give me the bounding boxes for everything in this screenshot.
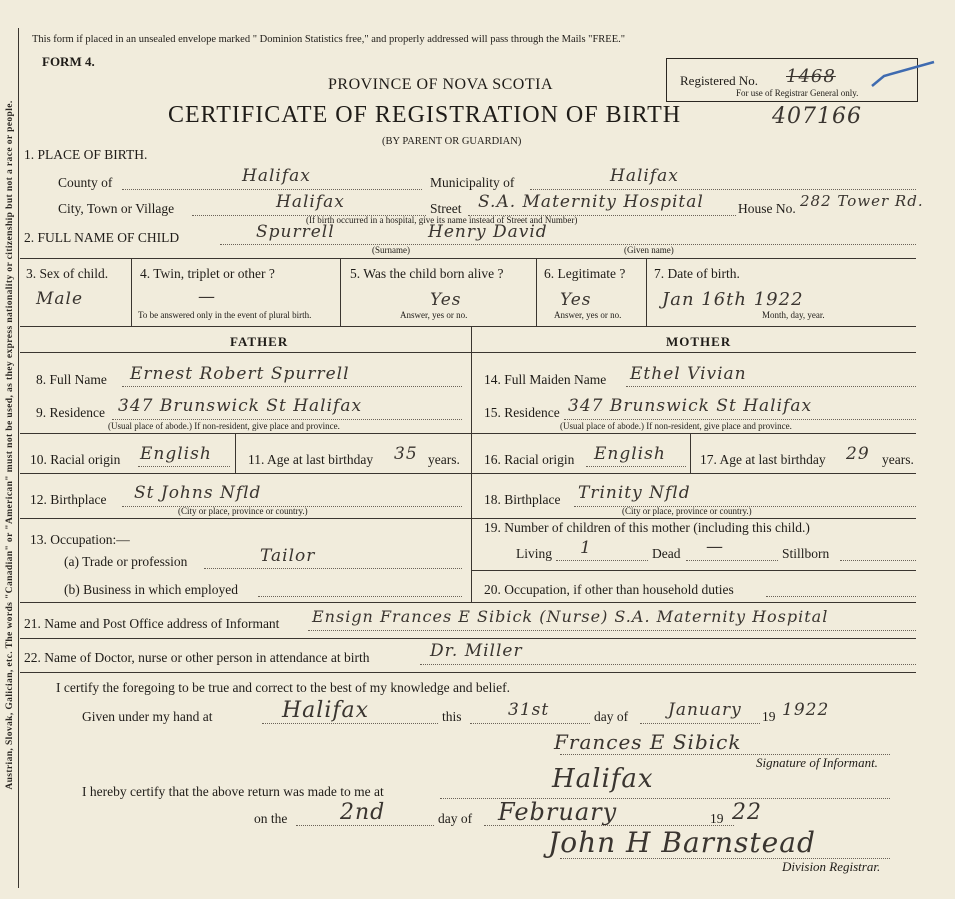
father-birthplace-note: (City or place, province or country.) (178, 506, 308, 516)
given-month: January (668, 700, 742, 720)
informant-value: Ensign Frances E Sibick (Nurse) S.A. Maternity Hospital (312, 607, 829, 626)
given-day-of: day of (594, 709, 629, 724)
father-occupation-label: 13. Occupation:— (30, 532, 130, 547)
mother-residence: 347 Brunswick St Halifax (568, 396, 813, 416)
mother-name-label: 14. Full Maiden Name (484, 372, 607, 387)
county-value: Halifax (242, 166, 311, 186)
mother-residence-note: (Usual place of abode.) If non-resident, give place and province. (560, 421, 792, 431)
given-place: Halifax (282, 698, 370, 723)
father-residence: 347 Brunswick St Halifax (118, 396, 363, 416)
legit-note: Answer, yes or no. (554, 310, 622, 320)
page-subtitle: (BY PARENT OR GUARDIAN) (382, 136, 522, 147)
registrar-note: For use of Registrar General only. (736, 88, 859, 98)
this-label: this (442, 709, 462, 724)
hospital-note: (If birth occurred in a hospital, give its name instead of Street and Number) (306, 215, 578, 225)
mother-racial-label: 16. Racial origin (484, 452, 575, 467)
return-month: February (498, 798, 618, 826)
child-surname: Spurrell (256, 222, 335, 242)
certificate-number: 407166 (772, 104, 862, 129)
doctor-value: Dr. Miller (430, 641, 523, 661)
dob-label: 7. Date of birth. (654, 266, 740, 281)
city-label: City, Town or Village (58, 201, 175, 216)
alive-value: Yes (430, 290, 462, 310)
sex-value: Male (36, 289, 84, 309)
mother-occupation-label: 20. Occupation, if other than household duties (484, 582, 734, 597)
registered-number: 1468 (786, 66, 836, 87)
municipality-value: Halifax (610, 166, 679, 186)
living-value: 1 (580, 538, 592, 558)
legit-label: 6. Legitimate ? (544, 266, 626, 281)
county-label: County of (58, 175, 113, 190)
margin-rule (18, 28, 19, 888)
certification-statement: I certify the foregoing to be true and correct to the best of my knowledge and belief. (56, 680, 510, 695)
on-the-label: on the (254, 811, 288, 826)
registered-label: Registered No. (680, 73, 758, 88)
twin-note: To be answered only in the event of plural birth. (138, 310, 312, 320)
business-label: (b) Business in which employed (64, 582, 238, 597)
province-heading: PROVINCE OF NOVA SCOTIA (328, 76, 554, 93)
father-birthplace-label: 12. Birthplace (30, 492, 107, 507)
trade-value: Tailor (260, 546, 316, 566)
return-year-prefix: 19 (710, 811, 724, 826)
page-title: CERTIFICATE OF REGISTRATION OF BIRTH (168, 102, 682, 128)
alive-note: Answer, yes or no. (400, 310, 468, 320)
given-label: Given under my hand at (82, 709, 213, 724)
trade-label: (a) Trade or profession (64, 554, 188, 569)
father-name-label: 8. Full Name (36, 372, 107, 387)
mother-name: Ethel Vivian (630, 364, 747, 384)
postal-note: This form if placed in an unsealed envelope marked " Dominion Statistics free," and properly addressed will pass through the Mails "FREE." (32, 34, 626, 45)
alive-label: 5. Was the child born alive ? (350, 266, 504, 281)
return-year: 22 (732, 800, 762, 825)
father-residence-label: 9. Residence (36, 405, 105, 420)
street-label: Street (430, 201, 462, 216)
street-value: S.A. Maternity Hospital (478, 192, 704, 212)
twin-value: — (198, 287, 216, 307)
mother-birthplace: Trinity Nfld (578, 483, 691, 503)
given-day: 31st (508, 700, 550, 720)
year-prefix: 19 (762, 709, 776, 724)
return-place: Halifax (552, 764, 654, 794)
mother-birthplace-note: (City or place, province or country.) (622, 506, 752, 516)
sex-label: 3. Sex of child. (26, 266, 109, 281)
return-day-of: day of (438, 811, 473, 826)
mother-racial: English (594, 444, 666, 464)
side-note: Austrian, Slovak, Galician, etc. The words "Canadian" or "American" must not be used, as they express nationality or citizenship but not a race or people. (5, 100, 15, 790)
father-years: years. (428, 452, 460, 467)
house-value: 282 Tower Rd. (800, 192, 924, 210)
mother-heading: MOTHER (666, 334, 732, 349)
surname-note: (Surname) (372, 245, 410, 255)
father-heading: FATHER (230, 334, 289, 349)
father-name: Ernest Robert Spurrell (130, 364, 350, 384)
doctor-label: 22. Name of Doctor, nurse or other person in attendance at birth (24, 650, 370, 665)
stillborn-label: Stillborn (782, 546, 830, 561)
child-name-label: 2. FULL NAME OF CHILD (24, 230, 180, 245)
living-label: Living (516, 546, 552, 561)
father-racial: English (140, 444, 212, 464)
return-statement: I hereby certify that the above return was made to me at (82, 784, 384, 799)
mother-years: years. (882, 452, 914, 467)
mother-birthplace-label: 18. Birthplace (484, 492, 561, 507)
father-residence-note: (Usual place of abode.) If non-resident, give place and province. (108, 421, 340, 431)
mother-age: 29 (846, 444, 870, 464)
dob-value: Jan 16th 1922 (662, 289, 804, 310)
given-year: 1922 (782, 700, 830, 720)
dead-value: — (706, 537, 724, 557)
father-birthplace: St Johns Nfld (134, 483, 262, 503)
twin-label: 4. Twin, triplet or other ? (140, 266, 275, 281)
form-number: FORM 4. (42, 54, 95, 69)
city-value: Halifax (276, 192, 345, 212)
father-age: 35 (394, 444, 418, 464)
mother-residence-label: 15. Residence (484, 405, 560, 420)
legit-value: Yes (560, 290, 592, 310)
house-label: House No. (738, 201, 796, 216)
check-mark-icon (868, 58, 938, 92)
informant-label: 21. Name and Post Office address of Informant (24, 616, 280, 631)
dead-label: Dead (652, 546, 681, 561)
informant-signature-label: Signature of Informant. (756, 755, 878, 770)
father-age-label: 11. Age at last birthday (248, 452, 374, 467)
children-label: 19. Number of children of this mother (including this child.) (484, 520, 810, 535)
return-day: 2nd (340, 800, 386, 825)
place-of-birth-heading: 1. PLACE OF BIRTH. (24, 147, 148, 162)
given-note: (Given name) (624, 245, 674, 255)
child-given-name: Henry David (428, 222, 548, 242)
registrar-signature: John H Barnstead (548, 826, 816, 859)
dob-note: Month, day, year. (762, 310, 825, 320)
registrar-signature-label: Division Registrar. (782, 859, 881, 874)
mother-age-label: 17. Age at last birthday (700, 452, 826, 467)
informant-signature: Frances E Sibick (554, 730, 742, 754)
father-racial-label: 10. Racial origin (30, 452, 121, 467)
municipality-label: Municipality of (430, 175, 515, 190)
